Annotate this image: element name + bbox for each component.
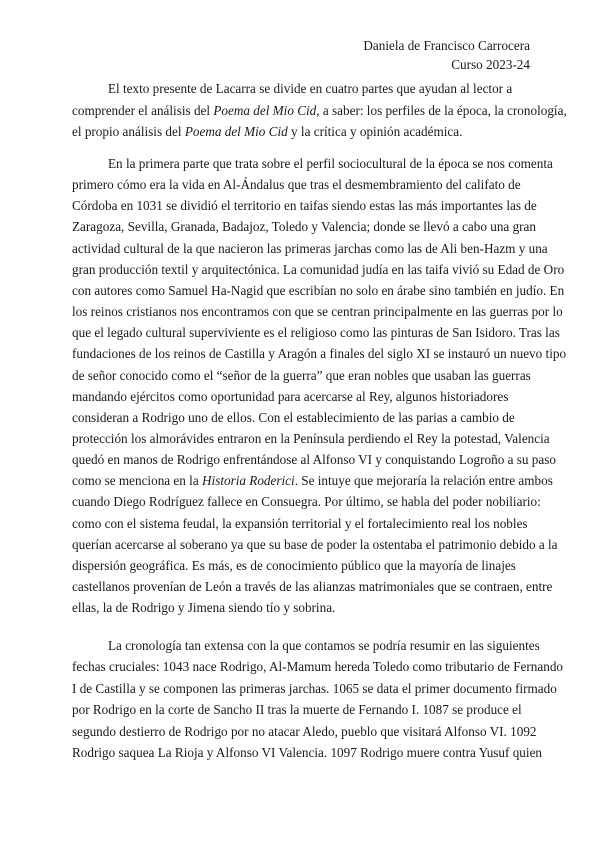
- text-segment: con autores como Samuel Ha-Nagid que escribían no solo en árabe sino también en judío. En: [72, 282, 565, 298]
- text-segment: . Se intuye que mejoraría la relación entre ambos: [294, 473, 553, 489]
- text-segment: consideran a Rodrigo uno de ellos. Con el establecimiento de las parias a cambio de: [72, 409, 515, 425]
- paragraph-2-line: [72, 174, 521, 195]
- text-segment: y la crítica y opinión académica.: [287, 124, 463, 140]
- text-segment: fechas cruciales: 1043 nace Rodrigo, Al-Mamum hereda Toledo como tributario de Fernando: [72, 659, 564, 675]
- text-segment: mandando ejércitos como oportunidad para acercarse al Rey, algunos historiadores: [72, 388, 509, 404]
- paragraph-2-line: [72, 301, 563, 322]
- paragraph-3-line: [72, 656, 563, 677]
- italic-title-text: Historia Roderici: [202, 473, 295, 489]
- text-segment: protección los almorávides entraron en la Península perdiendo el Rey la potestad, Valencia: [72, 430, 550, 446]
- paragraph-3-line: [72, 742, 542, 763]
- text-segment: de señor conocido como el “señor de la guerra” que eran nobles que usaban las guerras: [72, 367, 531, 383]
- paragraph-2-line: [72, 216, 536, 237]
- text-segment: el propio análisis del: [72, 124, 185, 140]
- text-segment: como con el sistema feudal, la expansión territorial y el fortalecimiento real los nobles: [72, 515, 528, 531]
- paragraph-2-line: [108, 153, 553, 174]
- text-segment: comprender el análisis del: [72, 102, 214, 118]
- text-segment: primero cómo era la vida en Al-Ándalus que tras el desmembramiento del califato de: [72, 177, 521, 193]
- paragraph-1-line: [108, 78, 512, 99]
- paragraph-2-line: [72, 365, 531, 386]
- text-segment: que el legado cultural superviviente es el religioso como las pinturas de San Isidoro. Tras las: [72, 325, 560, 341]
- text-segment: fundaciones de los reinos de Castilla y Aragón a finales del siglo XI se instauró un nuevo tipo: [72, 346, 567, 362]
- paragraph-1-line: [72, 121, 462, 142]
- text-segment: segundo destierro de Rodrigo por no atacar Aledo, pueblo que visitará Alfonso VI. 1092: [72, 723, 537, 739]
- text-segment: ellas, la de Rodrigo y Jimena siendo tío y sobrina.: [72, 600, 336, 616]
- paragraph-3-line: [72, 678, 557, 699]
- paragraph-2-line: [72, 491, 541, 512]
- text-segment: como se menciona en la: [72, 473, 202, 489]
- paragraph-2-line: [72, 280, 564, 301]
- italic-title-text: Poema del Mio Cid: [213, 102, 317, 118]
- paragraph-2-line: [72, 597, 335, 618]
- paragraph-2-line: [72, 470, 553, 491]
- text-segment: I de Castilla y se componen las primeras jarchas. 1065 se data el primer documento firmado: [72, 680, 557, 696]
- text-segment: cuando Diego Rodríguez fallece en Consuegra. Por último, se habla del poder nobiliario:: [72, 494, 541, 510]
- paragraph-2-line: [72, 513, 528, 534]
- text-segment: gran producción textil y arquitectónica. La comunidad judía en las taifa vivió su Edad de Oro: [72, 261, 565, 277]
- text-segment: por Rodrigo en la corte de Sancho II tras la muerte de Fernando I. 1087 se produce el: [72, 702, 522, 718]
- paragraph-2-line: [72, 428, 550, 449]
- paragraph-3-line: [72, 699, 522, 720]
- course-year: Curso 2023-24: [451, 57, 530, 72]
- paragraph-2-line: [72, 238, 548, 259]
- paragraph-2-line: [72, 576, 552, 597]
- paragraph-2-line: [72, 259, 564, 280]
- text-segment: quedó en manos de Rodrigo enfrentándose al Alfonso VI y conquistando Logroño a su paso: [72, 452, 556, 468]
- paragraph-2-line: [72, 555, 516, 576]
- text-segment: actividad cultural de la que nacieron las primeras jarchas como las de Ali ben-Hazm y una: [72, 240, 548, 256]
- author-name: Daniela de Francisco Carrocera: [363, 38, 530, 53]
- text-segment: La cronología tan extensa con la que contamos se podría resumir en las siguientes: [108, 638, 540, 653]
- paragraph-2-line: [72, 449, 556, 470]
- paragraph-2-line: [72, 407, 515, 428]
- text-segment: Córdoba en 1031 se dividió el territorio en taifas siendo estas las más importantes las de: [72, 198, 537, 214]
- paragraph-2-line: [72, 534, 558, 555]
- italic-title-text: Poema del Mio Cid: [184, 124, 288, 140]
- text-segment: querían acercarse al soberano ya que su base de poder la ostentaba el patrimonio debido a la: [72, 536, 558, 552]
- paragraph-2-line: [72, 386, 508, 407]
- paragraph-3-line: [72, 721, 537, 742]
- text-segment: Zaragoza, Sevilla, Granada, Badajoz, Toledo y Valencia; donde se llevó a cabo una gran: [72, 219, 537, 235]
- paragraph-2-line: [72, 343, 566, 364]
- paragraph-2-line: [72, 322, 560, 343]
- paragraph-3-line: [108, 635, 540, 656]
- paragraph-2-line: [72, 195, 537, 216]
- text-segment: , a saber: los perfiles de la época, la cronología,: [316, 102, 567, 118]
- text-segment: dispersión geográfica. Es más, es de conocimiento público que la mayoría de linajes: [72, 557, 516, 573]
- text-segment: En la primera parte que trata sobre el perfil sociocultural de la época se nos comenta: [108, 156, 553, 171]
- text-segment: los reinos cristianos nos encontramos con que se centran principalmente en las guerras por lo: [72, 304, 563, 320]
- paragraph-1-line: [72, 100, 567, 121]
- text-segment: castellanos provenían de León a través de las alianzas matrimoniales que se contraen, entre: [72, 579, 553, 594]
- text-segment: Rodrigo saquea La Rioja y Alfonso VI Valencia. 1097 Rodrigo muere contra Yusuf quien: [72, 745, 543, 760]
- text-segment: El texto presente de Lacarra se divide en cuatro partes que ayudan al lector a: [108, 81, 513, 96]
